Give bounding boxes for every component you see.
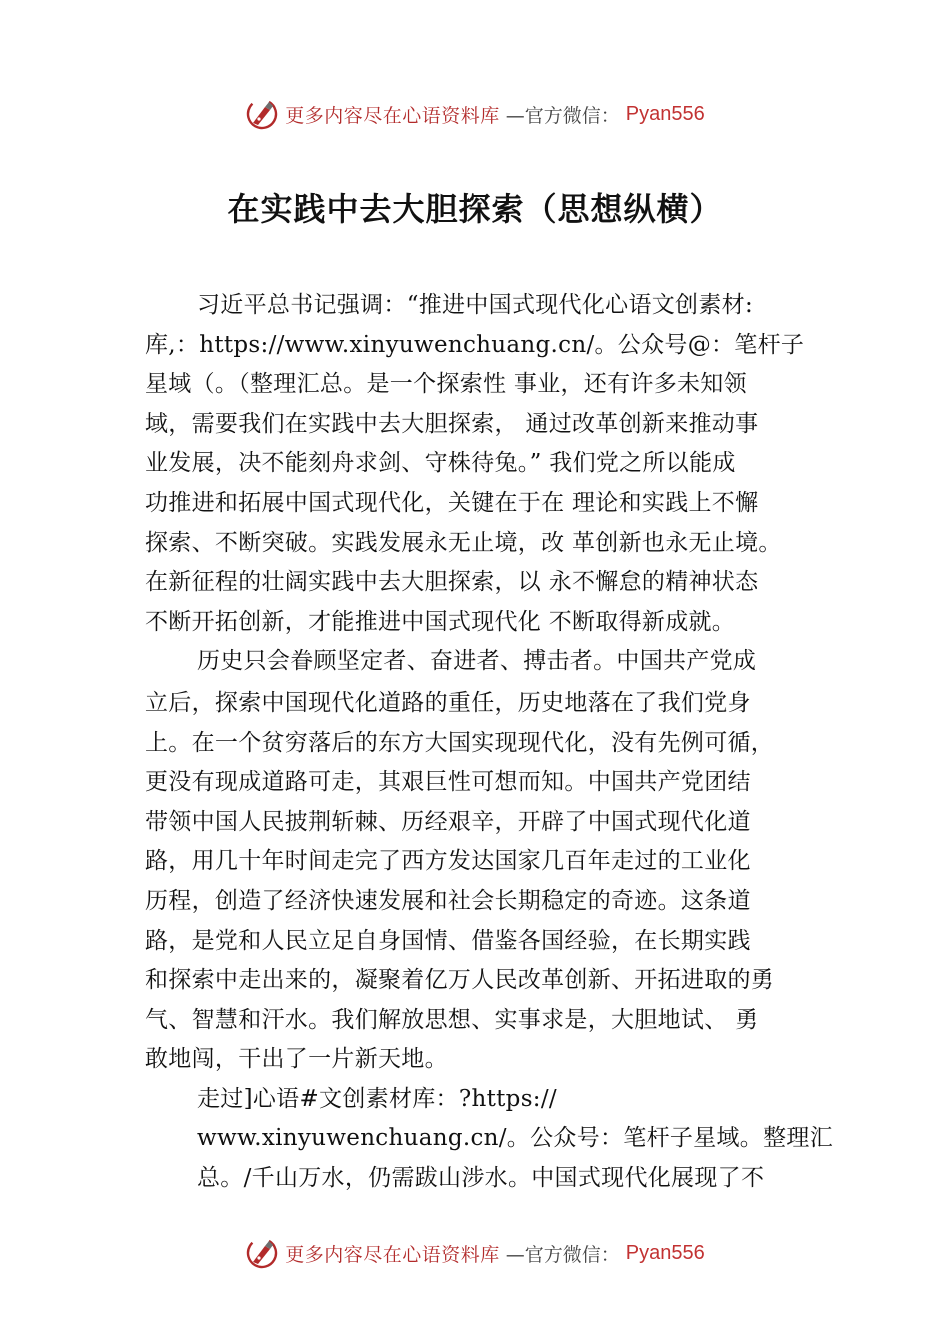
text-line: 库,：https://www.xinyuwenchuang.cn/。公众号@：笔杆子 — [145, 331, 805, 358]
banner-wechat-id: Pyan556 — [625, 102, 705, 125]
banner-wechat-label: —官方微信： — [505, 104, 620, 127]
text-line: 路，是党和人民立足自身国情、借鉴各国经验，在长期实践 — [145, 927, 751, 954]
text-line: 在新征程的壮阔实践中去大胆探索，以 永不懈怠的精神状态 — [145, 569, 759, 596]
text-line: 上。在一个贫穷落后的东方大国实现现代化，没有先例可循， — [145, 729, 775, 756]
header-banner — [0, 94, 950, 134]
pen-nib-circle-icon — [245, 1236, 279, 1270]
pen-nib-circle-icon — [245, 97, 279, 131]
text-line: 不断开拓创新，才能推进中国式现代化 不断取得新成就。 — [145, 608, 736, 635]
text-line: 域，需要我们在实践中去大胆探索， 通过改革创新来推动事 — [145, 410, 759, 437]
paragraph — [145, 642, 845, 1080]
text-line: 气、智慧和汗水。我们解放思想、实事求是，大胆地试、 勇 — [145, 1006, 759, 1033]
paragraph — [145, 1080, 845, 1199]
text-line: 带领中国人民披荆斩棘、历经艰辛，开辟了中国式现代化道 — [145, 808, 751, 835]
article-body — [145, 286, 845, 1199]
text-line: 业发展，决不能刻舟求剑、守株待兔。” 我们党之所以能成 — [145, 450, 736, 477]
text-line: 和探索中走出来的，凝聚着亿万人民改革创新、开拓进取的勇 — [145, 967, 775, 994]
text-line: 更没有现成道路可走，其艰巨性可想而知。中国共产党团结 — [145, 769, 751, 796]
text-line: 星域（。（整理汇总。是一个探索性 事业，还有许多未知领 — [145, 371, 747, 398]
footer-banner — [0, 1233, 950, 1273]
text-line: 敢地闯，干出了一片新天地。 — [145, 1046, 448, 1073]
banner-title: 更多内容尽在心语资料库 — [285, 1243, 500, 1266]
banner-wechat-label: —官方微信： — [505, 1243, 620, 1266]
text-line: 走过]心语#文创素材库：?https:// — [197, 1085, 557, 1112]
text-line: 历程，创造了经济快速发展和社会长期稳定的奇迹。这条道 — [145, 887, 751, 914]
article-title: 在实践中去大胆探索（思想纵横） — [227, 190, 723, 228]
text-line: 功推进和拓展中国式现代化，关键在于在 理论和实践上不懈 — [145, 489, 759, 516]
text-line: 立后，探索中国现代化道路的重任，历史地落在了我们党身 — [145, 689, 751, 716]
text-line: 总。/千山万水，仍需跋山涉水。中国式现代化展现了不 — [197, 1165, 765, 1192]
text-line: www.xinyuwenchuang.cn/。公众号：笔杆子星域。整理汇 — [197, 1125, 834, 1152]
paragraph — [145, 286, 845, 642]
text-line: 习近平总书记强调：“推进中国式现代化心语文创素材: — [197, 292, 754, 318]
text-line: 历史只会眷顾坚定者、奋进者、搏击者。中国共产党成 — [197, 648, 757, 675]
text-line: 路，用几十年时间走完了西方发达国家几百年走过的工业化 — [145, 848, 751, 875]
banner-wechat-id: Pyan556 — [625, 1241, 705, 1264]
text-line: 探索、不断突破。实践发展永无止境，改 革创新也永无止境。 — [145, 529, 782, 556]
banner-title: 更多内容尽在心语资料库 — [285, 104, 500, 127]
